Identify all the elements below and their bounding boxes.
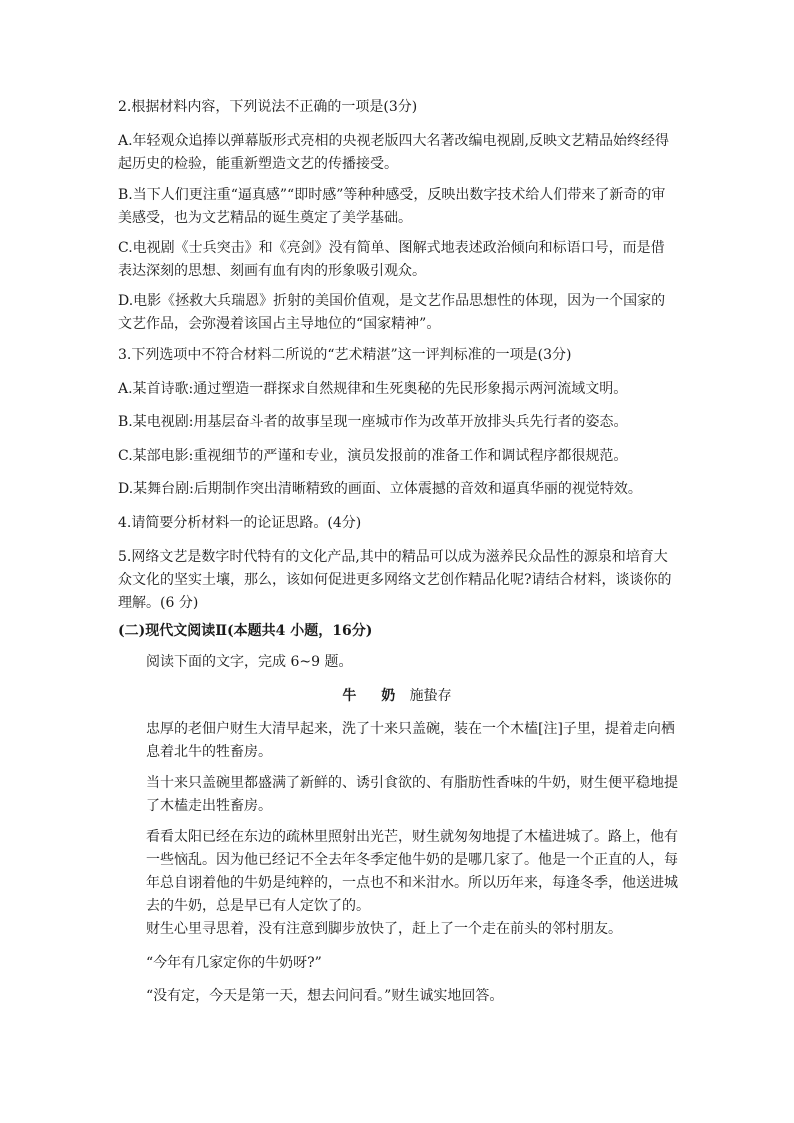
question-2-option-a: A.年轻观众追捧以弹幕版形式亮相的央视老版四大名著改编电视剧,反映文艺精品始终经得起历史的检验，能重新塑造文艺的传播接受。 (118, 133, 670, 172)
story-author: 施蛰存 (409, 688, 452, 704)
story-dialogue: “今年有几家定你的牛奶呀?” (146, 955, 322, 971)
question-3-option-d: D.某舞台剧:后期制作突出清晰精致的画面、立体震撼的音效和逼真华丽的视觉特效。 (118, 481, 642, 497)
story-paragraph: 忠厚的老佃户财生大清早起来，洗了十来只盖碗，装在一个木榼[注]子里，提着走向栖息着北牛的牲畜房。 (146, 721, 675, 760)
question-2-option-b: B.当下人们更注重“逼真感”“即时感”等种种感受，反映出数字技术给人们带来了新奇的审美感受，也为文艺精品的诞生奠定了美学基础。 (118, 187, 666, 226)
section-heading: (二)现代文阅读Ⅱ(本题共4 小题，16分) (118, 623, 373, 639)
question-2-option-c: C.电视剧《士兵突击》和《亮剑》没有简单、图解式地表述政治倾向和标语口号，而是借表达深刻的思想、刻画有血有肉的形象吸引观众。 (118, 240, 665, 279)
question-5: 5.网络文艺是数字时代特有的文化产品,其中的精品可以成为滋养民众品性的源泉和培育大众文化的坚实土壤，那么，该如何促进更多网络文艺创作精品化呢?请结合材料，谈谈你的理解。(6 分) (118, 549, 672, 611)
question-3-option-b: B.某电视剧:用基层奋斗者的故事呈现一座城市作为改革开放排头兵先行者的姿态。 (118, 414, 628, 430)
question-4: 4.请简要分析材料一的论证思路。(4分) (118, 515, 362, 531)
story-title-line (0, 685, 794, 708)
question-3-stem: 3.下列选项中不符合材料二所说的“艺术精湛”这一评判标准的一项是(3分) (118, 347, 572, 363)
story-title: 牛 奶 (342, 688, 406, 704)
story-paragraph: 看看太阳已经在东边的疏林里照射出光芒，财生就匆匆地提了木榼进城了。路上，他有一些恼乱。因为他已经记不全去年冬季定他牛奶的是哪几家了。他是一个正直的人，每年总自诩着他的牛奶是纯粹的，一点也不和米泔水。所以历年来，每逢冬季，他送进城去的牛奶，总是早已有人定饮了的。 (146, 829, 678, 914)
question-3-option-a: A.某首诗歌:通过塑造一群探求自然规律和生死奥秘的先民形象揭示两河流域文明。 (118, 381, 628, 397)
story-paragraph: 财生心里寻思着，没有注意到脚步放快了，赶上了一个走在前头的邻村朋友。 (146, 921, 622, 937)
question-3-option-c: C.某部电影:重视细节的严谨和专业，演员发报前的准备工作和调试程序都很规范。 (118, 448, 628, 464)
question-2-option-d: D.电影《拯救大兵瑞恩》折射的美国价值观，是文艺作品思想性的体现，因为一个国家的文艺作品，会弥漫着该国占主导地位的“国家精神”。 (118, 293, 666, 332)
reading-instruction: 阅读下面的文字，完成 6~9 题。 (146, 654, 353, 670)
story-paragraph: 当十来只盖碗里都盛满了新鲜的、诱引食欲的、有脂肪性香味的牛奶，财生便平稳地提了木榼走出牲畜房。 (146, 775, 678, 814)
question-2-stem: 2.根据材料内容，下列说法不正确的一项是(3分) (118, 99, 418, 115)
story-dialogue: “没有定，今天是第一天，想去问问看。”财生诚实地回答。 (146, 988, 504, 1004)
